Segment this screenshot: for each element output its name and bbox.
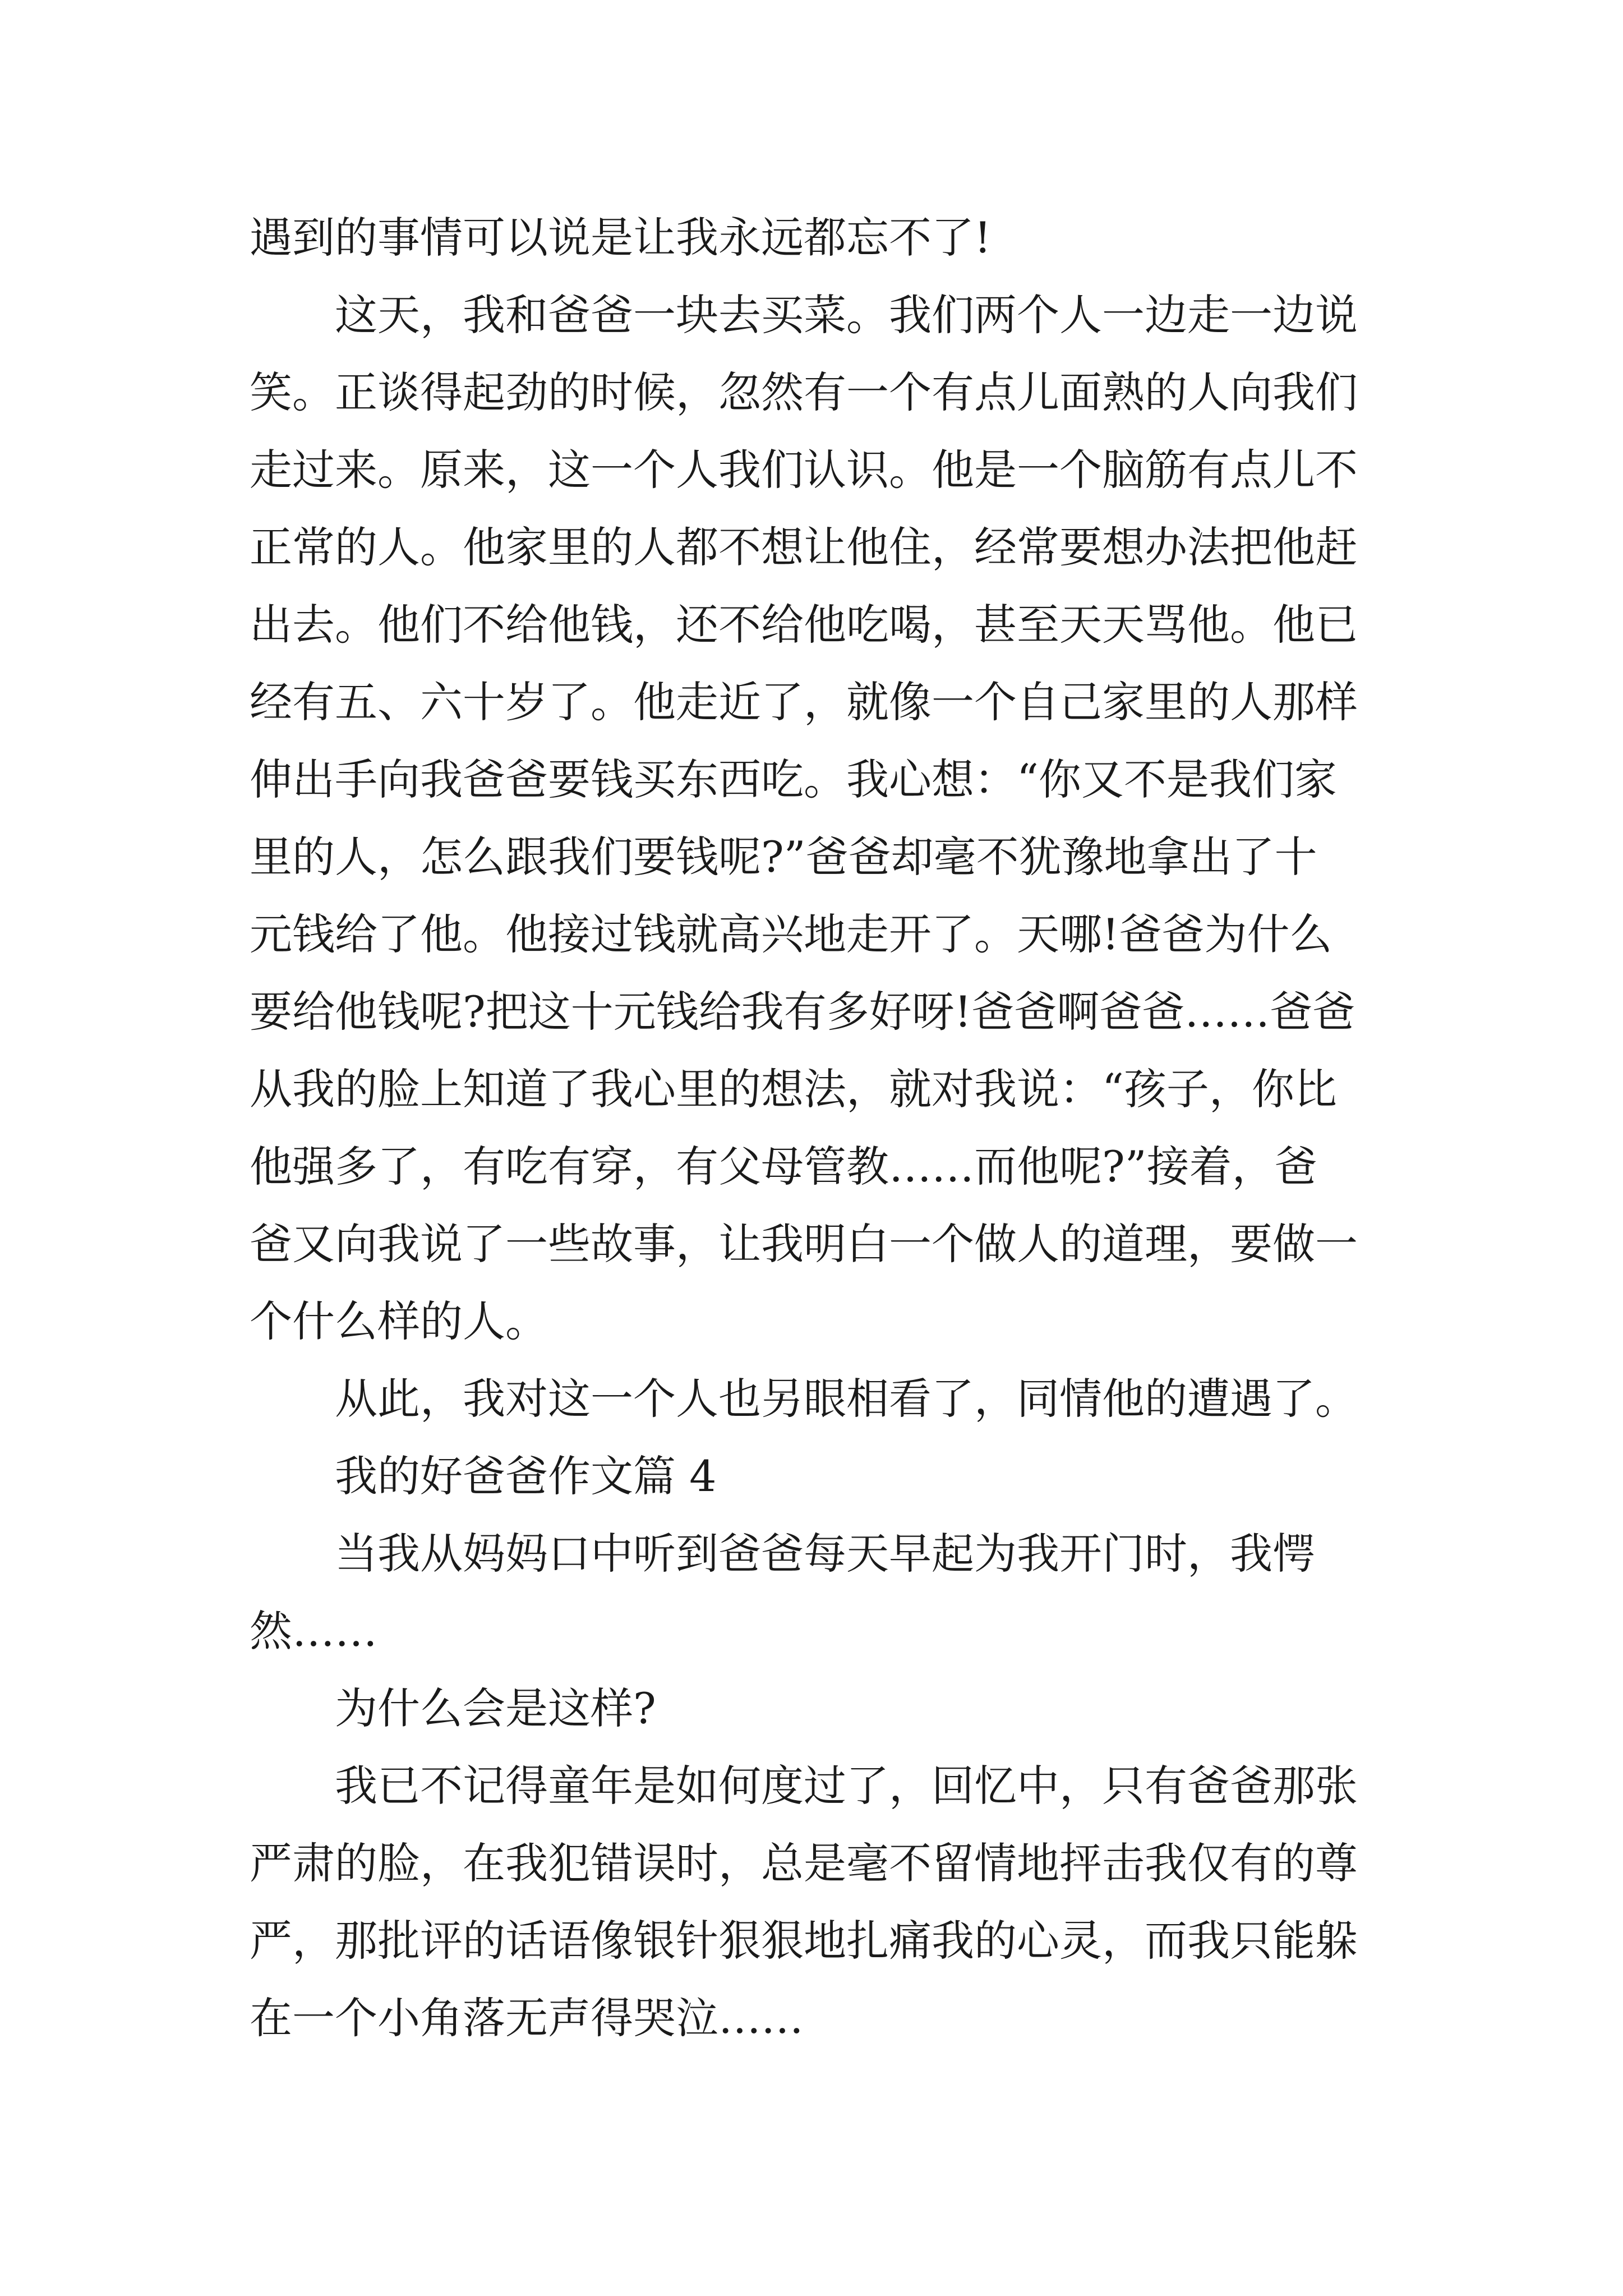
text-line: 严，那批评的话语像银针狠狠地扎痛我的心灵，而我只能躲	[250, 1916, 1358, 1966]
text-line: 遇到的事情可以说是让我永远都忘不了!	[250, 213, 992, 263]
text-line: 正常的人。他家里的人都不想让他住，经常要想办法把他赶	[250, 522, 1358, 572]
text-line: 笑。正谈得起劲的时候，忽然有一个有点儿面熟的人向我们	[250, 367, 1358, 417]
text-line: 出去。他们不给他钱，还不给他吃喝，甚至天天骂他。他已	[250, 600, 1358, 650]
text-line: 从我的脸上知道了我心里的想法，就对我说：“孩子，你比	[250, 1064, 1337, 1114]
text-line: 当我从妈妈口中听到爸爸每天早起为我开门时，我愕	[335, 1529, 1315, 1579]
text-line: 个什么样的人。	[250, 1296, 548, 1346]
text-line: 爸又向我说了一些故事，让我明白一个做人的道理，要做一	[250, 1219, 1358, 1269]
text-line: 为什么会是这样?	[335, 1683, 656, 1733]
text-line: 他强多了，有吃有穿，有父母管教……而他呢?”接着，爸	[250, 1142, 1317, 1191]
text-line: 经有五、六十岁了。他走近了，就像一个自己家里的人那样	[250, 677, 1358, 727]
text-line: 里的人，怎么跟我们要钱呢?”爸爸却毫不犹豫地拿出了十	[250, 832, 1317, 882]
text-line: 走过来。原来，这一个人我们认识。他是一个脑筋有点儿不	[250, 445, 1358, 495]
text-line: 元钱给了他。他接过钱就高兴地走开了。天哪!爸爸为什么	[250, 909, 1332, 959]
section-heading: 我的好爸爸作文篇 4	[335, 1451, 717, 1501]
text-line: 伸出手向我爸爸要钱买东西吃。我心想：“你又不是我们家	[250, 754, 1337, 804]
body-text	[250, 199, 1422, 2057]
text-line: 要给他钱呢?把这十元钱给我有多好呀!爸爸啊爸爸……爸爸	[250, 987, 1355, 1037]
text-line: 严肃的脸，在我犯错误时，总是毫不留情地抨击我仅有的尊	[250, 1838, 1358, 1888]
text-line: 我已不记得童年是如何度过了，回忆中，只有爸爸那张	[335, 1761, 1358, 1811]
text-line: 在一个小角落无声得哭泣……	[250, 1993, 804, 2043]
text-line: 然……	[250, 1606, 377, 1656]
text-line: 这天，我和爸爸一块去买菜。我们两个人一边走一边说	[335, 290, 1358, 340]
text-line: 从此，我对这一个人也另眼相看了，同情他的遭遇了。	[335, 1374, 1358, 1424]
